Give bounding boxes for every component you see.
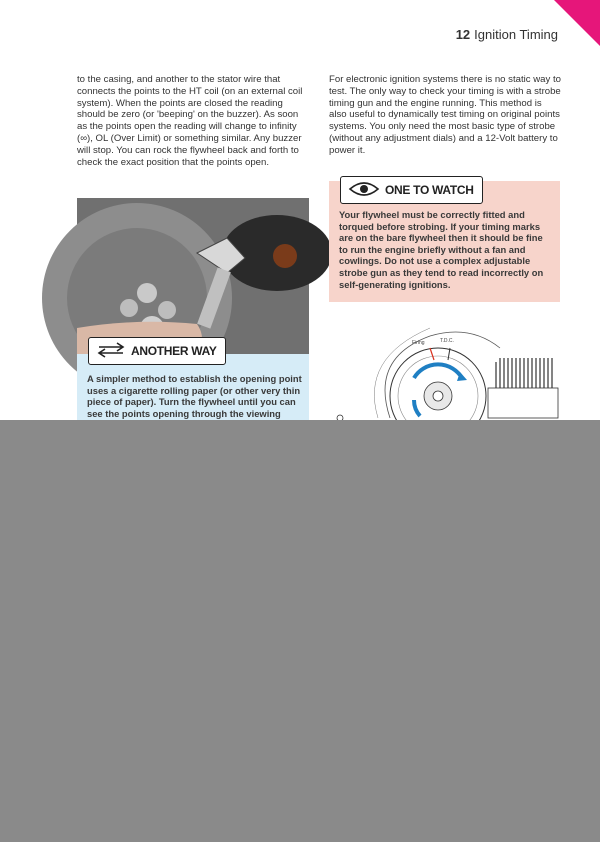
chapter-title: Ignition Timing — [474, 27, 558, 42]
another-way-label: ANOTHER WAY — [131, 344, 217, 358]
one-to-watch-label: ONE TO WATCH — [385, 183, 474, 197]
eye-icon — [349, 181, 379, 200]
double-arrow-icon — [97, 343, 125, 360]
page-header — [456, 27, 558, 42]
chapter-number: 12 — [455, 27, 471, 42]
one-to-watch-text: Your flywheel must be correctly fitted and torqued before strobing. If your timing marks are on the bare flywheel then it should be fine to run the engine briefly without a fan and cowlings. Do not use a complex adjustable strobe gun as they tend to read incorrectly on self-generating ignitions. — [339, 209, 544, 290]
magazine-page — [0, 0, 600, 420]
one-to-watch-badge — [340, 176, 483, 204]
corner-accent — [554, 0, 600, 46]
firing-label: Firing — [412, 340, 425, 346]
right-column-paragraph: For electronic ignition systems there is no static way to test. The only way to check your timing is with a strobe timing gun and the engine running. This method is also useful to dynamically test timing on original points systems. You only need the most basic type of strobe (without any adjustment dials) and a 12-Volt battery to power it. — [329, 74, 561, 156]
points-photo — [77, 198, 309, 354]
left-column-paragraph: to the casing, and another to the stator wire that connects the points to the HT coil (on an external coil system). When the points are closed the reading should be zero (or 'beeping' on the buzzer). As soon as the points open the reading will change to infinity (∞), OL (Over Limit) or something similar. Any buzzer will stop. You can rock the flywheel back and forth to check the exact position that the points open. — [77, 74, 303, 168]
points-photo-illustration — [77, 198, 309, 354]
another-way-text: A simpler method to establish the opening point uses a cigarette rolling paper (or other very thin piece of paper). Turn the flywheel until you can see the points opening through the viewing — [87, 373, 302, 419]
tdc-label: T.D.C. — [440, 338, 454, 344]
unrendered-area — [0, 420, 600, 842]
timing-diagram — [330, 318, 560, 420]
another-way-badge — [88, 337, 226, 365]
